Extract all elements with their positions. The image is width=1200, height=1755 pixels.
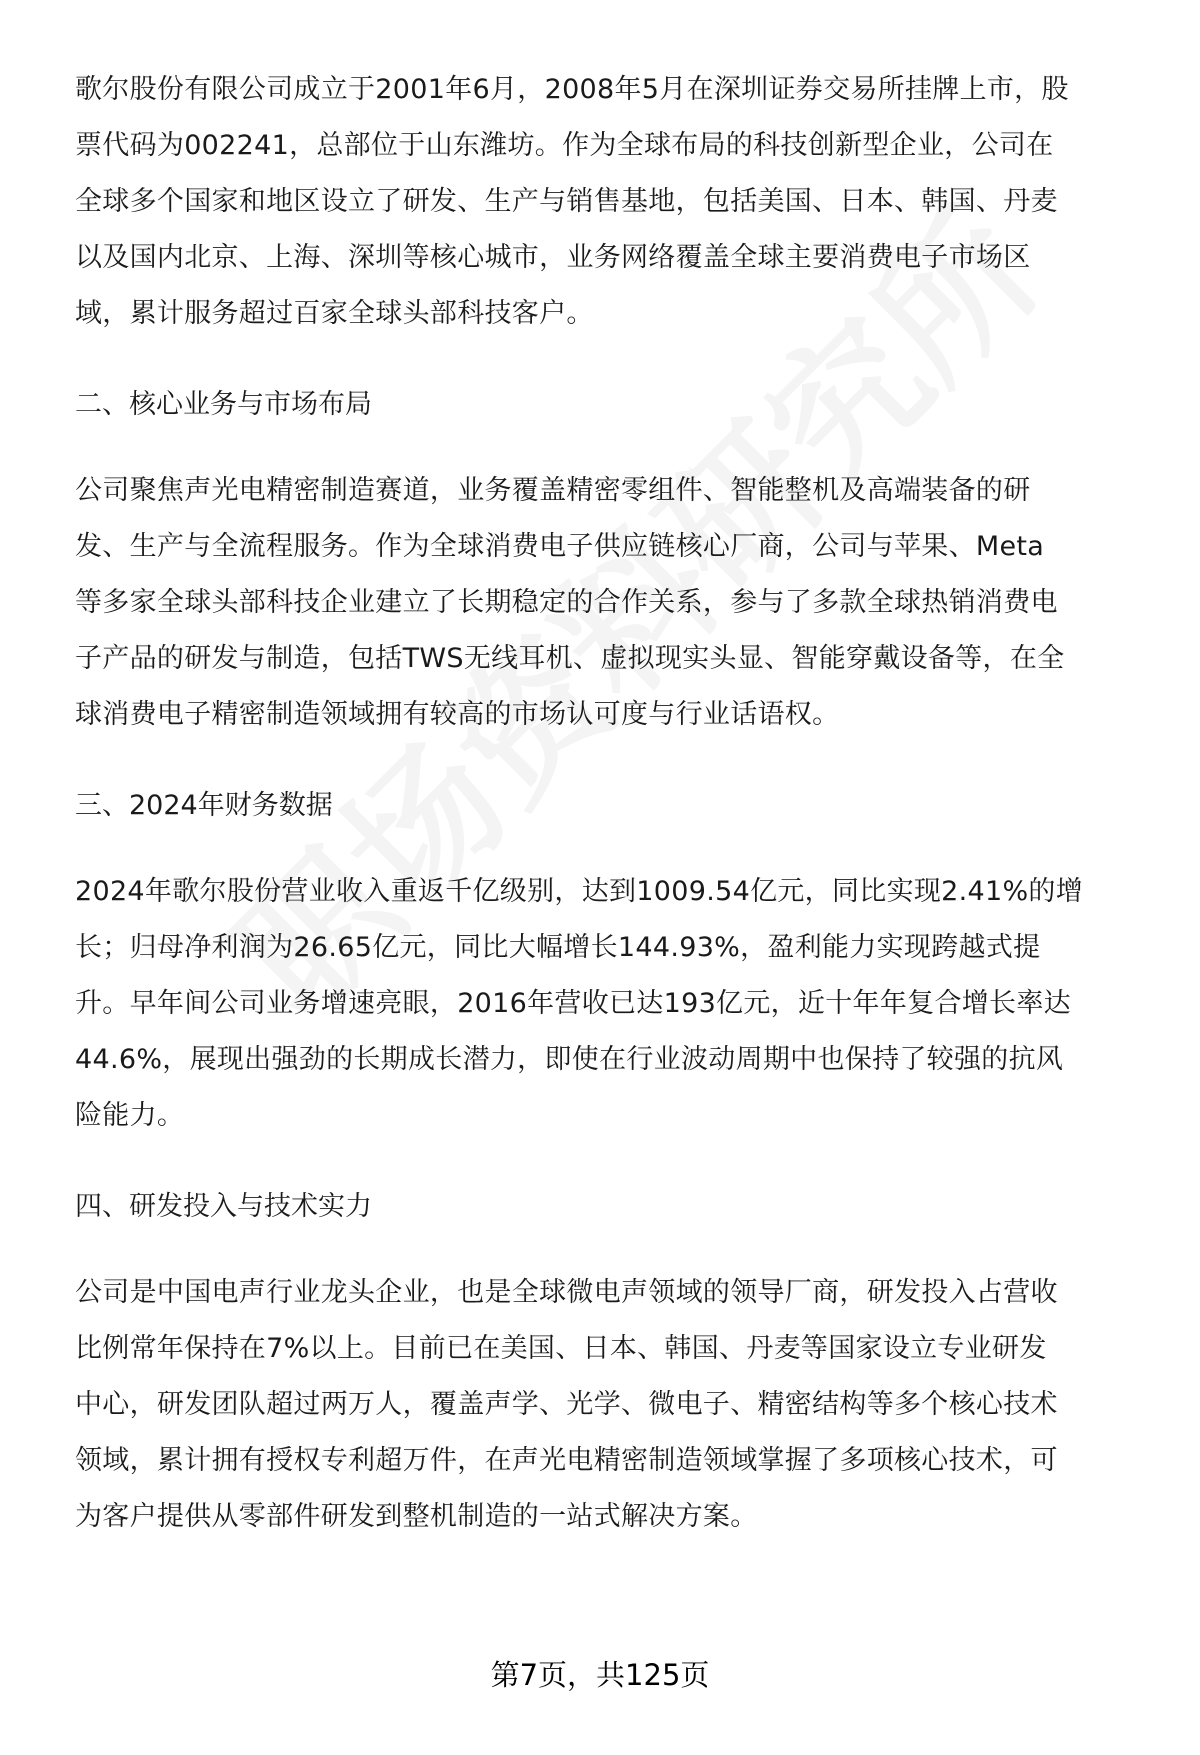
text-line: 公司聚焦声光电精密制造赛道，业务覆盖精密零组件、智能整机及高端装备的研 bbox=[75, 475, 1031, 506]
text-line: 险能力。 bbox=[75, 1100, 185, 1131]
rnd-paragraph bbox=[75, 1265, 1155, 1545]
text-line: 长；归母净利润为26.65亿元，同比大幅增长144.93%，盈利能力实现跨越式提 bbox=[75, 932, 1041, 963]
text-line: 票代码为002241，总部位于山东潍坊。作为全球布局的科技创新型企业，公司在 bbox=[75, 130, 1054, 161]
text-line: 升。早年间公司业务增速亮眼，2016年营收已达193亿元，近十年年复合增长率达 bbox=[75, 988, 1071, 1019]
text-line: 子产品的研发与制造，包括TWS无线耳机、虚拟现实头显、智能穿戴设备等，在全 bbox=[75, 643, 1065, 674]
financials-paragraph bbox=[75, 864, 1155, 1144]
text-line: 以及国内北京、上海、深圳等核心城市，业务网络覆盖全球主要消费电子市场区 bbox=[75, 242, 1031, 273]
section-heading-financials: 三、2024年财务数据 bbox=[75, 790, 333, 821]
section-heading-rnd: 四、研发投入与技术实力 bbox=[75, 1191, 372, 1222]
text-line: 为客户提供从零部件研发到整机制造的一站式解决方案。 bbox=[75, 1501, 758, 1532]
text-line: 歌尔股份有限公司成立于2001年6月，2008年5月在深圳证券交易所挂牌上市，股 bbox=[75, 74, 1069, 105]
text-line: 公司是中国电声行业龙头企业，也是全球微电声领域的领导厂商，研发投入占营收 bbox=[75, 1277, 1058, 1308]
text-line: 44.6%，展现出强劲的长期成长潜力，即使在行业波动周期中也保持了较强的抗风 bbox=[75, 1044, 1064, 1075]
section-heading-core-business: 二、核心业务与市场布局 bbox=[75, 389, 372, 420]
text-line: 域，累计服务超过百家全球头部科技客户。 bbox=[75, 298, 594, 329]
text-line: 发、生产与全流程服务。作为全球消费电子供应链核心厂商，公司与苹果、Meta bbox=[75, 531, 1045, 562]
text-line: 等多家全球头部科技企业建立了长期稳定的合作关系，参与了多款全球热销消费电 bbox=[75, 587, 1058, 618]
core-business-paragraph bbox=[75, 463, 1155, 743]
document-body bbox=[75, 62, 1155, 1545]
text-line: 中心，研发团队超过两万人，覆盖声学、光学、微电子、精密结构等多个核心技术 bbox=[75, 1389, 1058, 1420]
text-line: 全球多个国家和地区设立了研发、生产与销售基地，包括美国、日本、韩国、丹麦 bbox=[75, 186, 1058, 217]
page-number: 第7页，共125页 bbox=[490, 1658, 710, 1692]
text-line: 球消费电子精密制造领域拥有较高的市场认可度与行业话语权。 bbox=[75, 699, 840, 730]
text-line: 2024年歌尔股份营业收入重返千亿级别，达到1009.54亿元，同比实现2.41%的增 bbox=[75, 876, 1084, 907]
text-line: 比例常年保持在7%以上。目前已在美国、日本、韩国、丹麦等国家设立专业研发 bbox=[75, 1333, 1047, 1364]
text-line: 领域，累计拥有授权专利超万件，在声光电精密制造领域掌握了多项核心技术，可 bbox=[75, 1445, 1058, 1476]
intro-paragraph bbox=[75, 62, 1155, 342]
